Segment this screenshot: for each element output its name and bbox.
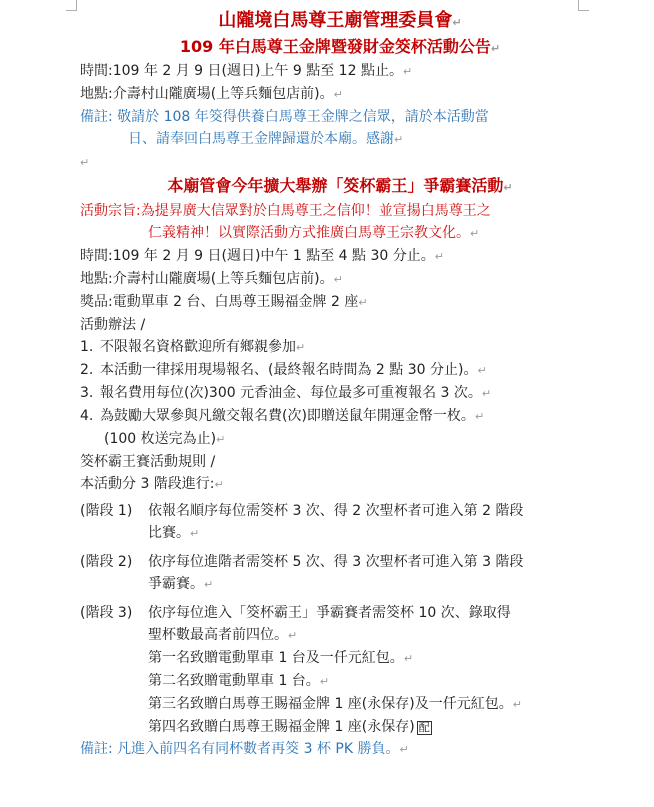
award-item [80, 647, 600, 670]
event-time [80, 245, 600, 268]
event-heading-text: 本廟管會今年擴大舉辦「筊杯霸王」爭霸賽活動 [167, 176, 504, 195]
paragraph-mark: ↵ [204, 578, 214, 591]
paragraph-mark: ↵ [288, 629, 298, 642]
doc-subtitle-text: 109 年白馬尊王金牌暨發財金筊杯活動公告 [179, 37, 491, 56]
award-text: 第一名致贈電動單車 1 台及一仟元紅包。 [148, 650, 404, 666]
paragraph-mark: ↵ [394, 133, 404, 146]
event-purpose-line2: 仁義精神！以實際活動方式推廣白馬尊王宗教文化。 [148, 225, 470, 241]
event-prize [80, 291, 600, 314]
stage-item [80, 500, 600, 522]
paragraph-mark: ↵ [512, 698, 522, 711]
method-number: 4. [80, 408, 94, 424]
paragraph-mark: ↵ [481, 387, 492, 400]
method-4-cont-text: (100 枚送完為止) [104, 431, 217, 447]
event-prize-text: 獎品:電動單車 2 台、白馬尊王賜福金牌 2 座 [80, 294, 359, 310]
announce-place [80, 83, 600, 106]
paragraph-mark: ↵ [474, 410, 485, 423]
stage-text-cont: 爭霸賽。 [148, 576, 204, 592]
paragraph-mark: ↵ [503, 181, 513, 194]
rules-intro-text: 本活動分 3 階段進行: [80, 476, 215, 492]
paragraph-mark: ↵ [490, 42, 501, 55]
event-heading [80, 174, 600, 200]
method-number: 3. [80, 385, 94, 401]
paragraph-mark: ↵ [399, 743, 409, 756]
event-purpose [80, 200, 600, 222]
paste-options-icon[interactable]: 配 [418, 721, 430, 734]
method-text: 不限報名資格歡迎所有鄉親參加 [100, 339, 296, 355]
paragraph-mark: ↵ [333, 88, 343, 101]
stage-text: 依序每位進入「筊杯霸王」爭霸賽者需筊杯 10 次、錄取得 [148, 605, 511, 621]
stage-text: 依序每位進階者需筊杯 5 次、得 3 次聖杯者可進入第 3 階段 [148, 554, 524, 570]
announce-note [80, 106, 600, 128]
final-note-text: 備註: 凡進入前四名有同杯數者再筊 3 杯 PK 勝負。 [80, 741, 400, 757]
rules-heading-text: 筊杯霸王賽活動規則 / [80, 454, 216, 470]
rules-intro [80, 473, 600, 496]
stage-label: (階段 2) [80, 554, 133, 570]
award-item [80, 716, 600, 738]
paragraph-mark: ↵ [477, 364, 487, 377]
page-corner-mark-left [66, 0, 77, 11]
method-text: 為鼓勵大眾參與凡繳交報名費(次)即贈送鼠年開運金幣一枚。 [100, 408, 475, 424]
doc-title [80, 8, 600, 36]
announce-time-text: 時間:109 年 2 月 9 日(週日)上午 9 點至 12 點止。 [80, 63, 403, 79]
method-item [80, 405, 600, 428]
paragraph-mark: ↵ [319, 675, 330, 688]
stage-label: (階段 3) [80, 605, 133, 621]
doc-subtitle [80, 36, 600, 60]
doc-title-text: 山隴境白馬尊王廟管理委員會 [218, 10, 453, 31]
stage-item-cont [80, 624, 600, 647]
paragraph-mark: ↵ [452, 16, 462, 29]
final-note [80, 738, 600, 761]
stage-text: 依報名順序每位需筊杯 3 次、得 2 次聖杯者可進入第 2 階段 [148, 503, 524, 519]
event-purpose-cont [80, 222, 600, 245]
stage-item-cont [80, 573, 600, 596]
method-text: 本活動一律採用現場報名、(最終報名時間為 2 點 30 分止)。 [100, 362, 478, 378]
stage-text-cont: 聖杯數最高者前四位。 [148, 627, 288, 643]
paragraph-mark: ↵ [402, 65, 413, 78]
paragraph-mark: ↵ [333, 273, 343, 286]
announce-note-line1: 備註: 敬請於 108 年筊得供養白馬尊王金牌之信眾，請於本活動當 [80, 109, 489, 125]
announce-place-text: 地點:介壽村山隴廣場(上等兵麵包店前)。 [80, 86, 334, 102]
method-item [80, 359, 600, 382]
paragraph-mark: ↵ [214, 478, 224, 491]
paragraph-mark: ↵ [358, 296, 368, 309]
announce-note-line2: 日、請奉回白馬尊王金牌歸還於本廟。感謝 [128, 131, 394, 147]
event-time-text: 時間:109 年 2 月 9 日(週日)中午 1 點至 4 點 30 分止。 [80, 248, 435, 264]
paragraph-mark: ↵ [403, 652, 414, 665]
method-heading-text: 活動辦法 / [80, 317, 146, 333]
rules-heading [80, 451, 600, 473]
stage-text-cont: 比賽。 [148, 525, 190, 541]
method-heading [80, 314, 600, 336]
stage-item [80, 602, 600, 624]
announce-note-cont [80, 128, 600, 151]
award-text: 第二名致贈電動單車 1 台。 [148, 673, 320, 689]
announce-time [80, 60, 600, 83]
method-item [80, 336, 600, 359]
method-number: 1. [80, 339, 94, 355]
event-place-text: 地點:介壽村山隴廣場(上等兵麵包店前)。 [80, 271, 334, 287]
paragraph-mark: ↵ [296, 341, 306, 354]
method-item [80, 382, 600, 405]
award-text: 第三名致贈白馬尊王賜福金牌 1 座(永保存)及一仟元紅包。 [148, 696, 513, 712]
paragraph-mark: ↵ [470, 227, 480, 240]
paragraph-mark: ↵ [434, 250, 444, 263]
method-number: 2. [80, 362, 94, 378]
event-place [80, 268, 600, 291]
event-purpose-line1: 活動宗旨:為提昇廣大信眾對於白馬尊王之信仰！並宣揚白馬尊王之 [80, 203, 491, 219]
method-item-cont [80, 428, 600, 451]
stage-item-cont [80, 522, 600, 545]
empty-paragraph [80, 151, 600, 174]
award-item [80, 670, 600, 693]
stage-label: (階段 1) [80, 503, 133, 519]
method-text: 報名費用每位(次)300 元香油金、每位最多可重複報名 3 次。 [100, 385, 482, 401]
award-text: 第四名致贈白馬尊王賜福金牌 1 座(永保存) [148, 719, 415, 735]
paragraph-mark: ↵ [80, 156, 90, 169]
document-body [80, 8, 600, 761]
paragraph-mark: ↵ [216, 433, 226, 446]
award-item [80, 693, 600, 716]
stage-item [80, 551, 600, 573]
paragraph-mark: ↵ [190, 527, 200, 540]
